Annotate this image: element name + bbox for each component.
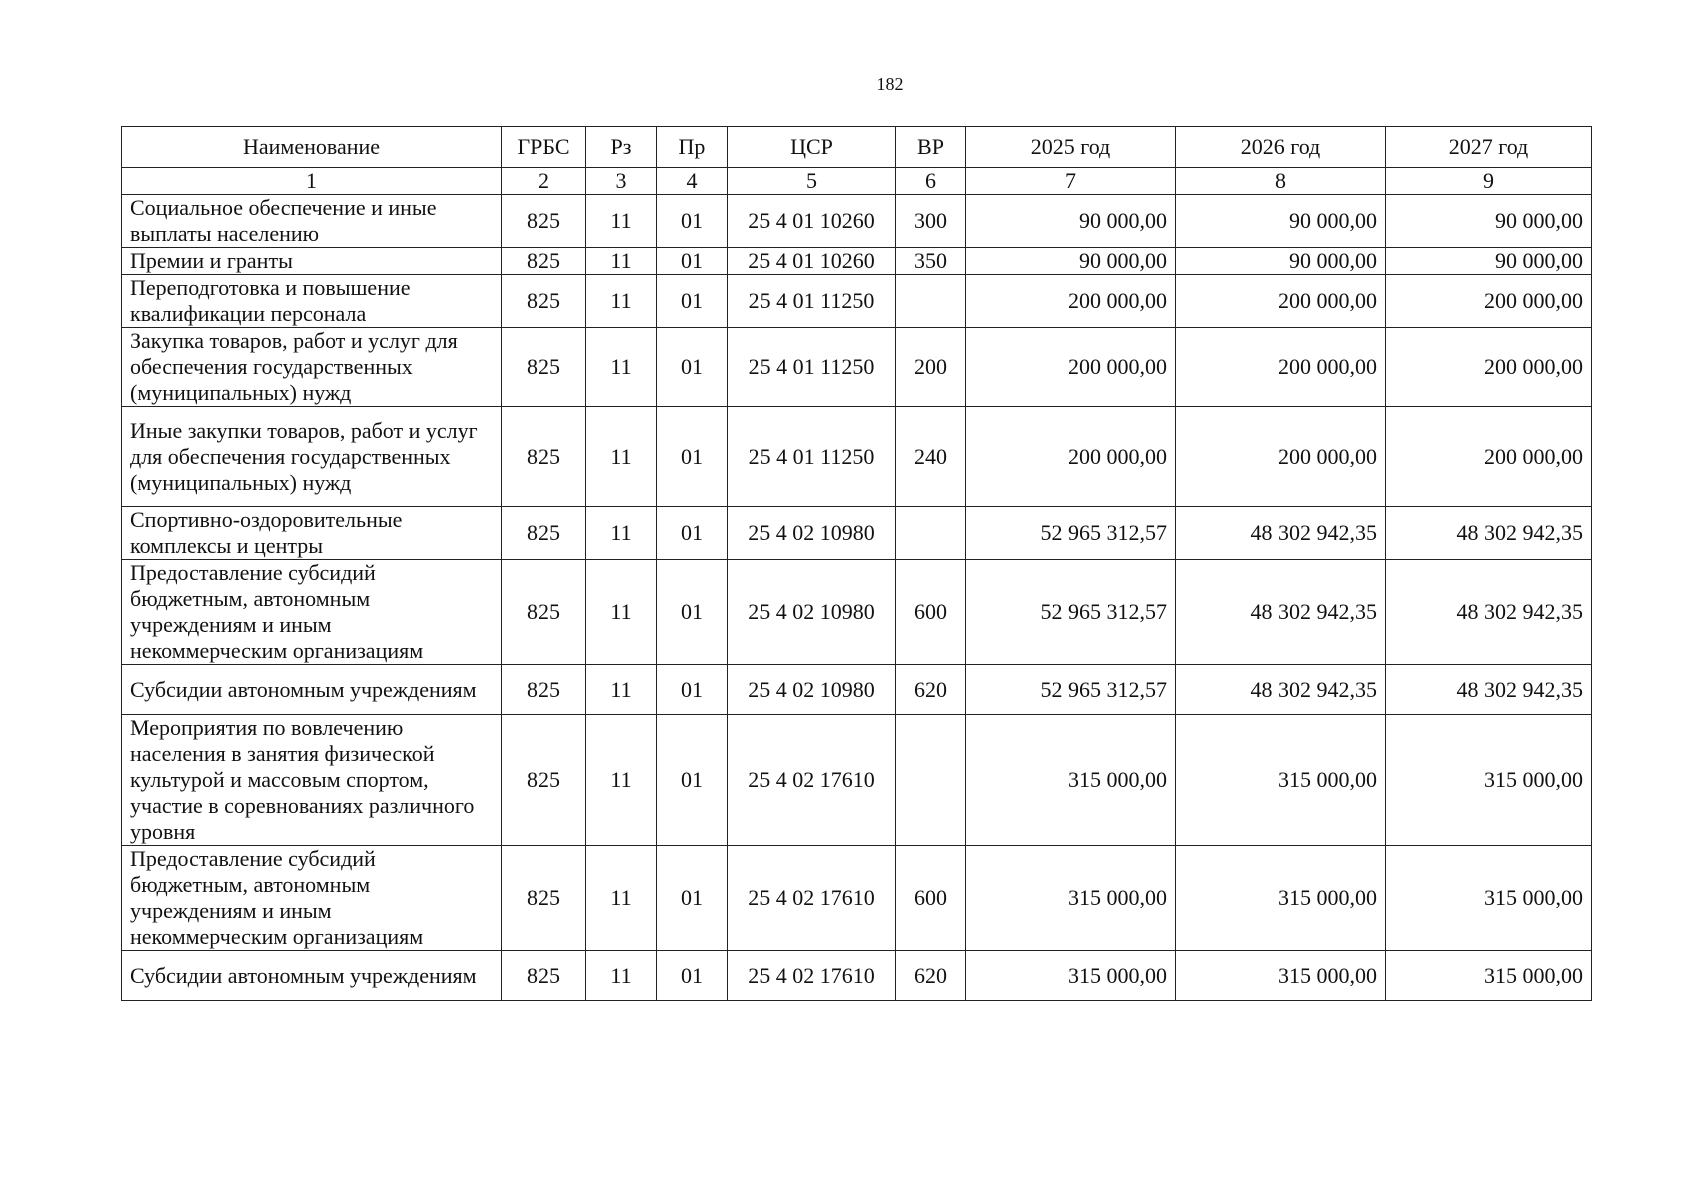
row-vr: 620	[896, 951, 966, 1001]
row-amount-2027: 200 000,00	[1386, 275, 1592, 328]
row-amount-2025: 200 000,00	[966, 407, 1176, 507]
row-csr: 25 4 02 17610	[728, 715, 896, 846]
row-pr: 01	[657, 248, 728, 275]
row-vr: 240	[896, 407, 966, 507]
row-pr: 01	[657, 715, 728, 846]
column-number: 8	[1176, 168, 1386, 195]
row-grbs: 825	[502, 846, 586, 951]
row-rz: 11	[586, 715, 657, 846]
row-csr: 25 4 02 17610	[728, 951, 896, 1001]
row-name: Спортивно-оздоровительные комплексы и центры	[122, 507, 502, 560]
row-name: Иные закупки товаров, работ и услуг для обеспечения государственных (муниципальных) нужд	[122, 407, 502, 507]
row-grbs: 825	[502, 665, 586, 715]
row-amount-2026: 48 302 942,35	[1176, 507, 1386, 560]
row-amount-2027: 200 000,00	[1386, 328, 1592, 407]
row-amount-2025: 200 000,00	[966, 275, 1176, 328]
row-amount-2027: 90 000,00	[1386, 195, 1592, 248]
row-vr: 350	[896, 248, 966, 275]
row-rz: 11	[586, 951, 657, 1001]
row-amount-2026: 315 000,00	[1176, 715, 1386, 846]
column-number: 6	[896, 168, 966, 195]
table-row	[122, 665, 1592, 715]
row-name: Предоставление субсидий бюджетным, автономным учреждениям и иным некоммерческим организациям	[122, 560, 502, 665]
row-amount-2026: 200 000,00	[1176, 275, 1386, 328]
row-grbs: 825	[502, 195, 586, 248]
header-row	[122, 127, 1592, 168]
row-vr: 200	[896, 328, 966, 407]
row-amount-2025: 90 000,00	[966, 195, 1176, 248]
row-amount-2025: 52 965 312,57	[966, 507, 1176, 560]
row-rz: 11	[586, 248, 657, 275]
row-csr: 25 4 01 10260	[728, 248, 896, 275]
row-amount-2027: 315 000,00	[1386, 715, 1592, 846]
row-amount-2027: 315 000,00	[1386, 951, 1592, 1001]
row-rz: 11	[586, 275, 657, 328]
row-rz: 11	[586, 507, 657, 560]
row-amount-2027: 200 000,00	[1386, 407, 1592, 507]
row-amount-2027: 48 302 942,35	[1386, 665, 1592, 715]
row-grbs: 825	[502, 951, 586, 1001]
row-grbs: 825	[502, 328, 586, 407]
row-name: Социальное обеспечение и иные выплаты населению	[122, 195, 502, 248]
column-number: 1	[122, 168, 502, 195]
row-name: Премии и гранты	[122, 248, 502, 275]
header-csr: ЦСР	[728, 127, 896, 168]
row-amount-2025: 315 000,00	[966, 846, 1176, 951]
row-name: Предоставление субсидий бюджетным, автономным учреждениям и иным некоммерческим организациям	[122, 846, 502, 951]
row-pr: 01	[657, 846, 728, 951]
header-rz: Рз	[586, 127, 657, 168]
row-csr: 25 4 02 10980	[728, 560, 896, 665]
row-grbs: 825	[502, 407, 586, 507]
header-2025: 2025 год	[966, 127, 1176, 168]
row-rz: 11	[586, 846, 657, 951]
row-amount-2026: 90 000,00	[1176, 248, 1386, 275]
row-csr: 25 4 01 11250	[728, 275, 896, 328]
row-vr	[896, 275, 966, 328]
row-csr: 25 4 02 10980	[728, 665, 896, 715]
page-number: 182	[876, 74, 904, 94]
header-vr: ВР	[896, 127, 966, 168]
table-row	[122, 328, 1592, 407]
column-number: 7	[966, 168, 1176, 195]
row-vr: 620	[896, 665, 966, 715]
row-amount-2027: 90 000,00	[1386, 248, 1592, 275]
row-amount-2027: 48 302 942,35	[1386, 507, 1592, 560]
row-amount-2026: 315 000,00	[1176, 846, 1386, 951]
row-amount-2026: 200 000,00	[1176, 328, 1386, 407]
row-name: Субсидии автономным учреждениям	[122, 665, 502, 715]
row-amount-2026: 315 000,00	[1176, 951, 1386, 1001]
row-grbs: 825	[502, 275, 586, 328]
header-pr: Пр	[657, 127, 728, 168]
table-row	[122, 715, 1592, 846]
row-amount-2025: 315 000,00	[966, 951, 1176, 1001]
column-number: 3	[586, 168, 657, 195]
row-amount-2026: 90 000,00	[1176, 195, 1386, 248]
row-amount-2025: 52 965 312,57	[966, 560, 1176, 665]
row-amount-2025: 315 000,00	[966, 715, 1176, 846]
row-rz: 11	[586, 407, 657, 507]
row-pr: 01	[657, 951, 728, 1001]
column-number-row	[122, 168, 1592, 195]
row-rz: 11	[586, 195, 657, 248]
row-name: Закупка товаров, работ и услуг для обеспечения государственных (муниципальных) нужд	[122, 328, 502, 407]
row-rz: 11	[586, 665, 657, 715]
row-grbs: 825	[502, 248, 586, 275]
row-amount-2025: 200 000,00	[966, 328, 1176, 407]
row-amount-2025: 90 000,00	[966, 248, 1176, 275]
budget-table	[121, 126, 1592, 1001]
row-name: Субсидии автономным учреждениям	[122, 951, 502, 1001]
row-amount-2026: 200 000,00	[1176, 407, 1386, 507]
header-grbs: ГРБС	[502, 127, 586, 168]
row-csr: 25 4 02 17610	[728, 846, 896, 951]
row-grbs: 825	[502, 715, 586, 846]
row-amount-2027: 48 302 942,35	[1386, 560, 1592, 665]
row-csr: 25 4 02 10980	[728, 507, 896, 560]
row-rz: 11	[586, 328, 657, 407]
row-vr: 600	[896, 846, 966, 951]
column-number: 2	[502, 168, 586, 195]
table-row	[122, 407, 1592, 507]
row-csr: 25 4 01 11250	[728, 407, 896, 507]
row-csr: 25 4 01 11250	[728, 328, 896, 407]
row-name: Переподготовка и повышение квалификации персонала	[122, 275, 502, 328]
table-row	[122, 951, 1592, 1001]
table-row	[122, 560, 1592, 665]
header-name: Наименование	[122, 127, 502, 168]
row-rz: 11	[586, 560, 657, 665]
row-amount-2026: 48 302 942,35	[1176, 665, 1386, 715]
row-pr: 01	[657, 328, 728, 407]
row-pr: 01	[657, 560, 728, 665]
row-vr: 600	[896, 560, 966, 665]
row-pr: 01	[657, 275, 728, 328]
row-name: Мероприятия по вовлечению населения в занятия физической культурой и массовым спортом, участие в соревнованиях различного уровня	[122, 715, 502, 846]
column-number: 4	[657, 168, 728, 195]
table-row	[122, 275, 1592, 328]
column-number: 9	[1386, 168, 1592, 195]
row-pr: 01	[657, 665, 728, 715]
row-amount-2026: 48 302 942,35	[1176, 560, 1386, 665]
header-2026: 2026 год	[1176, 127, 1386, 168]
row-pr: 01	[657, 195, 728, 248]
row-vr	[896, 715, 966, 846]
row-pr: 01	[657, 407, 728, 507]
row-amount-2025: 52 965 312,57	[966, 665, 1176, 715]
row-grbs: 825	[502, 560, 586, 665]
row-vr	[896, 507, 966, 560]
header-2027: 2027 год	[1386, 127, 1592, 168]
row-csr: 25 4 01 10260	[728, 195, 896, 248]
row-amount-2027: 315 000,00	[1386, 846, 1592, 951]
row-grbs: 825	[502, 507, 586, 560]
table-row	[122, 195, 1592, 248]
row-vr: 300	[896, 195, 966, 248]
row-pr: 01	[657, 507, 728, 560]
table-row	[122, 248, 1592, 275]
table-row	[122, 507, 1592, 560]
column-number: 5	[728, 168, 896, 195]
table-row	[122, 846, 1592, 951]
